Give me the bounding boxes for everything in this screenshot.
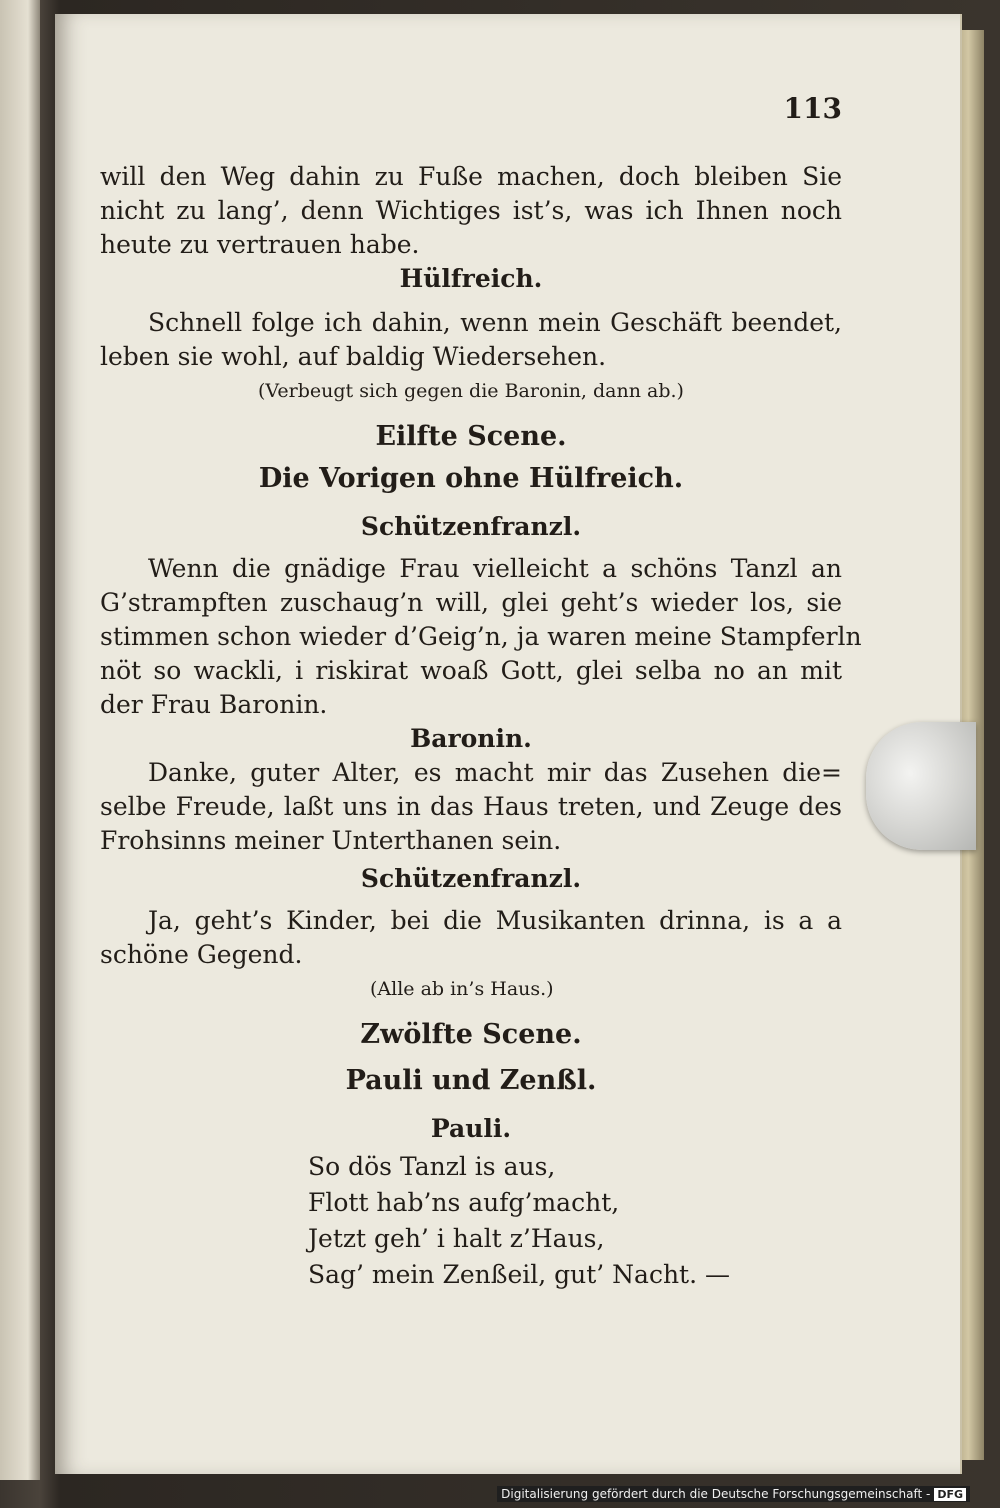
verse-line: Jetzt geh’ i halt z’Haus, bbox=[308, 1224, 605, 1253]
stage-direction: (Alle ab in’s Haus.) bbox=[370, 978, 554, 1000]
footer-text: Digitalisierung gefördert durch die Deutsche Forschungsgemeinschaft - bbox=[501, 1487, 931, 1501]
text-line: G’strampften zuschaug’n will, glei geht’s wieder los, sie bbox=[100, 588, 842, 617]
text-line: nöt so wackli, i riskirat woaß Gott, glei selba no an mit bbox=[100, 656, 842, 685]
speaker-name: Hülfreich. bbox=[399, 264, 543, 293]
verse-line: So dös Tanzl is aus, bbox=[308, 1152, 556, 1181]
speaker-name: Baronin. bbox=[410, 724, 532, 753]
text-line: selbe Freude, laßt uns in das Haus treten, und Zeuge des bbox=[100, 792, 842, 821]
speaker-name: Schützenfranzl. bbox=[360, 512, 582, 541]
digitization-footer bbox=[497, 1486, 970, 1502]
verse-line: Flott hab’ns aufg’macht, bbox=[308, 1188, 620, 1217]
text-line: Schnell folge ich dahin, wenn mein Geschäft beendet, bbox=[148, 308, 842, 337]
scene-title: Zwölfte Scene. bbox=[360, 1019, 582, 1050]
stage-direction: (Verbeugt sich gegen die Baronin, dann ab.) bbox=[258, 380, 684, 402]
text-line: Wenn die gnädige Frau vielleicht a schöns Tanzl an bbox=[148, 554, 842, 583]
text-line: Ja, geht’s Kinder, bei die Musikanten drinna, is a a bbox=[148, 906, 842, 935]
text-line: Frohsinns meiner Unterthanen sein. bbox=[100, 826, 562, 855]
speaker-name: Pauli. bbox=[430, 1114, 512, 1143]
scene-title: Eilfte Scene. bbox=[375, 421, 567, 452]
text-line: der Frau Baronin. bbox=[100, 690, 328, 719]
verse-line: Sag’ mein Zenßeil, gut’ Nacht. — bbox=[308, 1260, 730, 1289]
dfg-logo: DFG bbox=[934, 1488, 966, 1501]
text-line: schöne Gegend. bbox=[100, 940, 303, 969]
text-line: nicht zu lang’, denn Wichtiges ist’s, was ich Ihnen noch bbox=[100, 196, 842, 225]
text-line: stimmen schon wieder d’Geig’n, ja waren meine Stampferln bbox=[100, 622, 862, 651]
text-line: will den Weg dahin zu Fuße machen, doch bleiben Sie bbox=[100, 162, 842, 191]
text-line: leben sie wohl, auf baldig Wiedersehen. bbox=[100, 342, 607, 371]
text-line: Danke, guter Alter, es macht mir das Zusehen die= bbox=[148, 758, 842, 787]
text-line: heute zu vertrauen habe. bbox=[100, 230, 420, 259]
scene-subtitle: Pauli und Zenßl. bbox=[345, 1065, 597, 1096]
speaker-name: Schützenfranzl. bbox=[360, 864, 582, 893]
page-number: 113 bbox=[783, 92, 842, 125]
scene-subtitle: Die Vorigen ohne Hülfreich. bbox=[258, 463, 684, 494]
